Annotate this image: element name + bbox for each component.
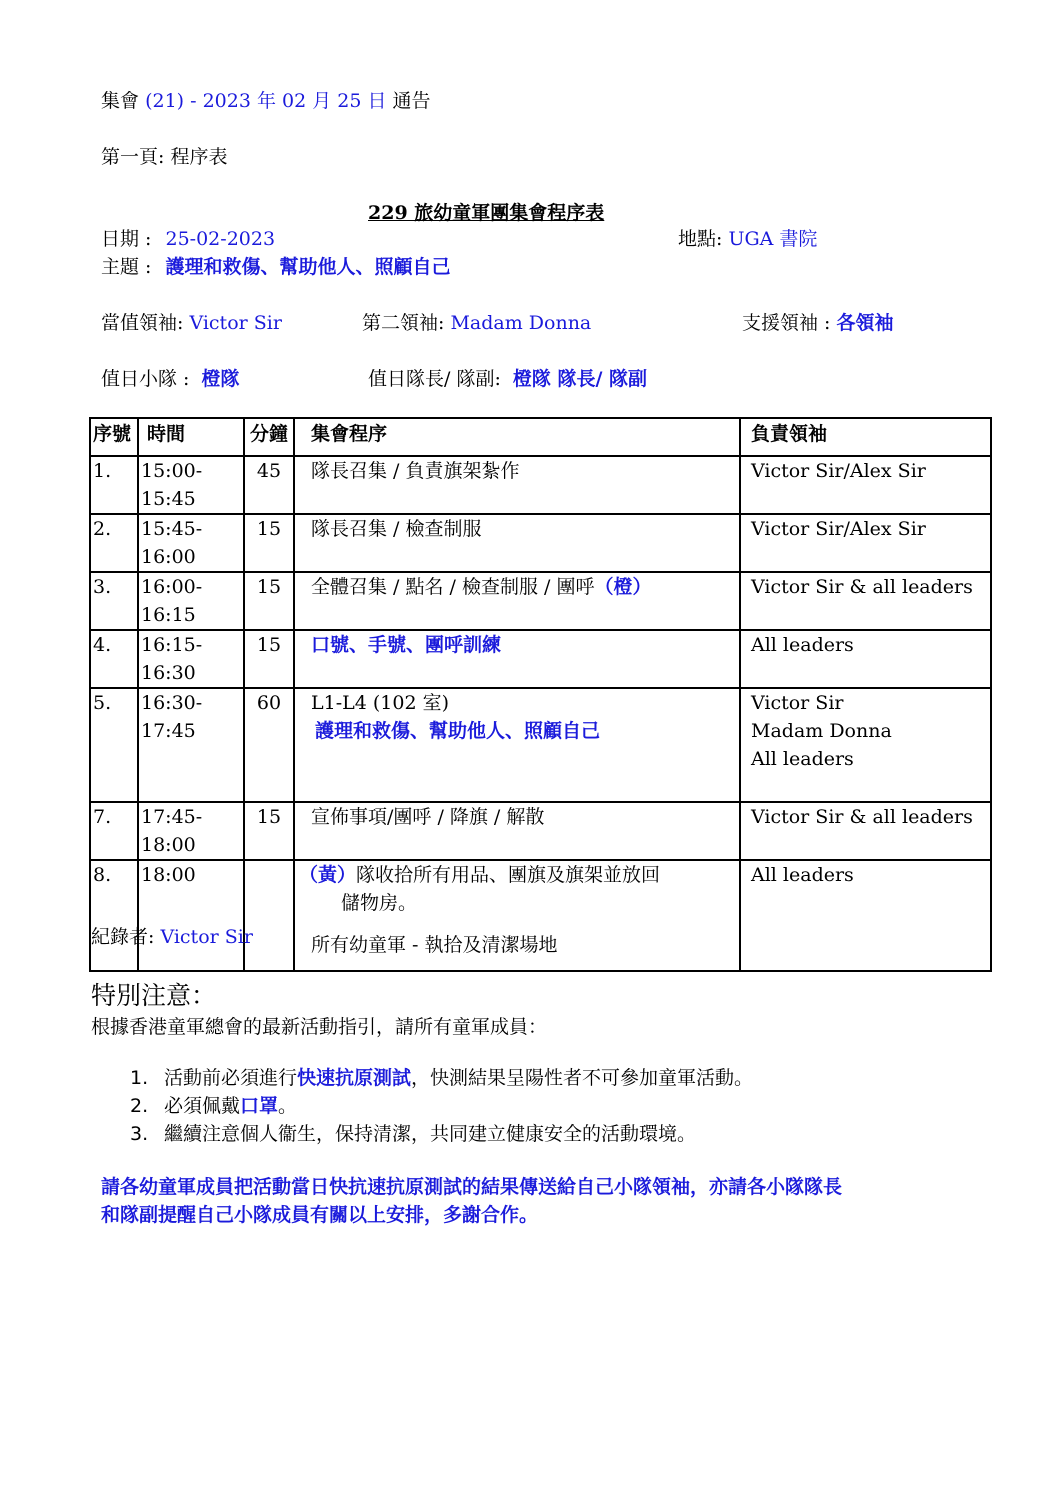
list-item-text-end: ，快測結果呈陽性者不可參加童軍活動。 — [411, 1067, 754, 1089]
program-text-continued: 儲物房。 — [341, 892, 418, 914]
table-row — [90, 514, 991, 572]
program-text: L1-L4 (102 室) — [311, 692, 450, 714]
list-item-number: 1. — [130, 1067, 149, 1089]
row-leaders: Victor Sir & all leaders — [740, 572, 991, 630]
venue-row — [678, 224, 817, 251]
schedule-title: 229 旅幼童軍團集會程序表 — [368, 202, 605, 224]
row-leaders: Victor Sir/Alex Sir — [740, 456, 991, 514]
row-time: 18:00 — [138, 860, 244, 971]
header-time: 時間 — [138, 418, 244, 456]
duty-leader-label: 當值領袖: — [101, 312, 184, 334]
row-program: 隊長召集 / 負責旗架紮作 — [294, 456, 740, 514]
row-program — [294, 688, 740, 802]
duty-captain-label: 值日隊長/ 隊副: — [368, 368, 501, 390]
row-no: 3. — [90, 572, 138, 630]
program-text-cleanup: 所有幼童軍 - 執拾及清潔場地 — [311, 934, 558, 956]
row-no: 5. — [90, 688, 138, 802]
recorder-value: Victor Sir — [160, 926, 253, 948]
second-leader-value: Madam Donna — [450, 312, 592, 334]
list-item — [130, 1120, 753, 1148]
row-time: 16:00-16:15 — [138, 572, 244, 630]
duty-team-label: 值日小隊 : — [101, 368, 190, 390]
row-time: 15:45-16:00 — [138, 514, 244, 572]
list-item — [130, 1092, 753, 1120]
row-no: 1. — [90, 456, 138, 514]
leader-name: Madam Donna — [751, 720, 892, 742]
row-no: 8. — [90, 860, 138, 971]
second-leader-row — [362, 308, 591, 335]
heading-suffix: 通告 — [392, 90, 431, 112]
recorder-label: 紀錄者: — [91, 926, 155, 948]
row-minutes: 15 — [244, 572, 294, 630]
header-leaders: 負責領袖 — [740, 418, 991, 456]
header-program: 集會程序 — [294, 418, 740, 456]
page-label: 第一頁: 程序表 — [101, 146, 228, 168]
list-item-text-end: 。 — [278, 1095, 298, 1117]
row-time: 15:00-15:45 — [138, 456, 244, 514]
list-item-number: 2. — [130, 1095, 149, 1117]
date-value: 25-02-2023 — [165, 228, 276, 250]
row-time: 17:45-18:00 — [138, 802, 244, 860]
list-item-number: 3. — [130, 1123, 149, 1145]
duty-team-row — [101, 364, 240, 391]
recorder-row — [91, 922, 253, 949]
date-row — [101, 224, 275, 251]
row-leaders: Victor Sir/Alex Sir — [740, 514, 991, 572]
closing-line-1: 請各幼童軍成員把活動當日快抗速抗原測試的結果傳送給自己小隊領袖，亦請各小隊隊長 — [101, 1176, 843, 1198]
list-item — [130, 1064, 753, 1092]
row-leaders: All leaders — [740, 860, 991, 971]
row-program — [294, 630, 740, 688]
theme-row — [101, 252, 451, 279]
support-leader-label: 支援領袖 : — [742, 312, 831, 334]
support-leader-row — [742, 308, 894, 335]
row-no: 4. — [90, 630, 138, 688]
duty-captain-row — [368, 364, 647, 391]
program-table — [89, 417, 992, 972]
table-row — [90, 456, 991, 514]
list-item-text: 繼續注意個人衞生，保持清潔，共同建立健康安全的活動環境。 — [164, 1123, 697, 1145]
support-leader-value: 各領袖 — [836, 312, 894, 334]
duty-leader-value: Victor Sir — [189, 312, 282, 334]
program-text: 隊收拾所有用品、團旗及旗架並放回 — [356, 864, 661, 886]
venue-value: UGA 書院 — [728, 228, 818, 250]
team-tag: （黃） — [299, 864, 357, 886]
row-leaders: Victor Sir & all leaders — [740, 802, 991, 860]
notice-title: 特別注意： — [91, 981, 217, 1010]
heading-date: 2023 年 02 月 25 日 — [202, 90, 387, 112]
row-no: 7. — [90, 802, 138, 860]
notice-heading — [101, 86, 431, 113]
row-minutes: 15 — [244, 514, 294, 572]
row-minutes: 60 — [244, 688, 294, 802]
row-leaders — [740, 688, 991, 802]
table-row — [90, 860, 991, 971]
list-item-highlight: 口罩 — [240, 1095, 279, 1117]
row-minutes — [244, 860, 294, 971]
row-program: 宣佈事項/團呼 / 降旗 / 解散 — [294, 802, 740, 860]
duty-leader-row — [101, 308, 282, 335]
closing-line-2: 和隊副提醒自己小隊成員有關以上安排，多謝合作。 — [101, 1204, 539, 1226]
list-item-text: 活動前必須進行 — [164, 1067, 298, 1089]
leader-name: All leaders — [751, 748, 854, 770]
heading-number: (21) - — [145, 90, 197, 112]
leader-name: Victor Sir — [751, 692, 844, 714]
row-leaders: All leaders — [740, 630, 991, 688]
heading-prefix: 集會 — [101, 90, 140, 112]
row-minutes: 15 — [244, 630, 294, 688]
notice-list — [130, 1064, 753, 1148]
row-program — [294, 860, 740, 971]
theme-label: 主題 : — [101, 256, 152, 278]
duty-captain-value: 橙隊 隊長/ 隊副 — [512, 368, 648, 390]
row-minutes: 45 — [244, 456, 294, 514]
duty-team-value: 橙隊 — [201, 368, 240, 390]
row-time: 16:15-16:30 — [138, 630, 244, 688]
table-row — [90, 688, 991, 802]
header-minutes: 分鐘 — [244, 418, 294, 456]
program-text: 全體召集 / 點名 / 檢查制服 / 團呼 — [311, 576, 595, 598]
team-tag: （橙） — [594, 576, 652, 598]
table-row — [90, 802, 991, 860]
venue-label: 地點: — [678, 228, 723, 250]
second-leader-label: 第二領袖: — [362, 312, 445, 334]
table-row — [90, 572, 991, 630]
row-program — [294, 572, 740, 630]
table-row — [90, 630, 991, 688]
theme-value: 護理和救傷、幫助他人、照顧自己 — [165, 256, 451, 278]
list-item-highlight: 快速抗原測試 — [297, 1067, 412, 1089]
row-no: 2. — [90, 514, 138, 572]
program-subtext: 護理和救傷、幫助他人、照顧自己 — [315, 720, 601, 742]
header-no: 序號 — [90, 418, 138, 456]
notice-intro: 根據香港童軍總會的最新活動指引，請所有童軍成員： — [91, 1016, 548, 1038]
row-minutes: 15 — [244, 802, 294, 860]
program-text: 口號、手號、團呼訓練 — [311, 634, 502, 656]
row-time: 16:30-17:45 — [138, 688, 244, 802]
date-label: 日期 : — [101, 228, 152, 250]
table-header-row — [90, 418, 991, 456]
row-program: 隊長召集 / 檢查制服 — [294, 514, 740, 572]
list-item-text: 必須佩戴 — [164, 1095, 241, 1117]
